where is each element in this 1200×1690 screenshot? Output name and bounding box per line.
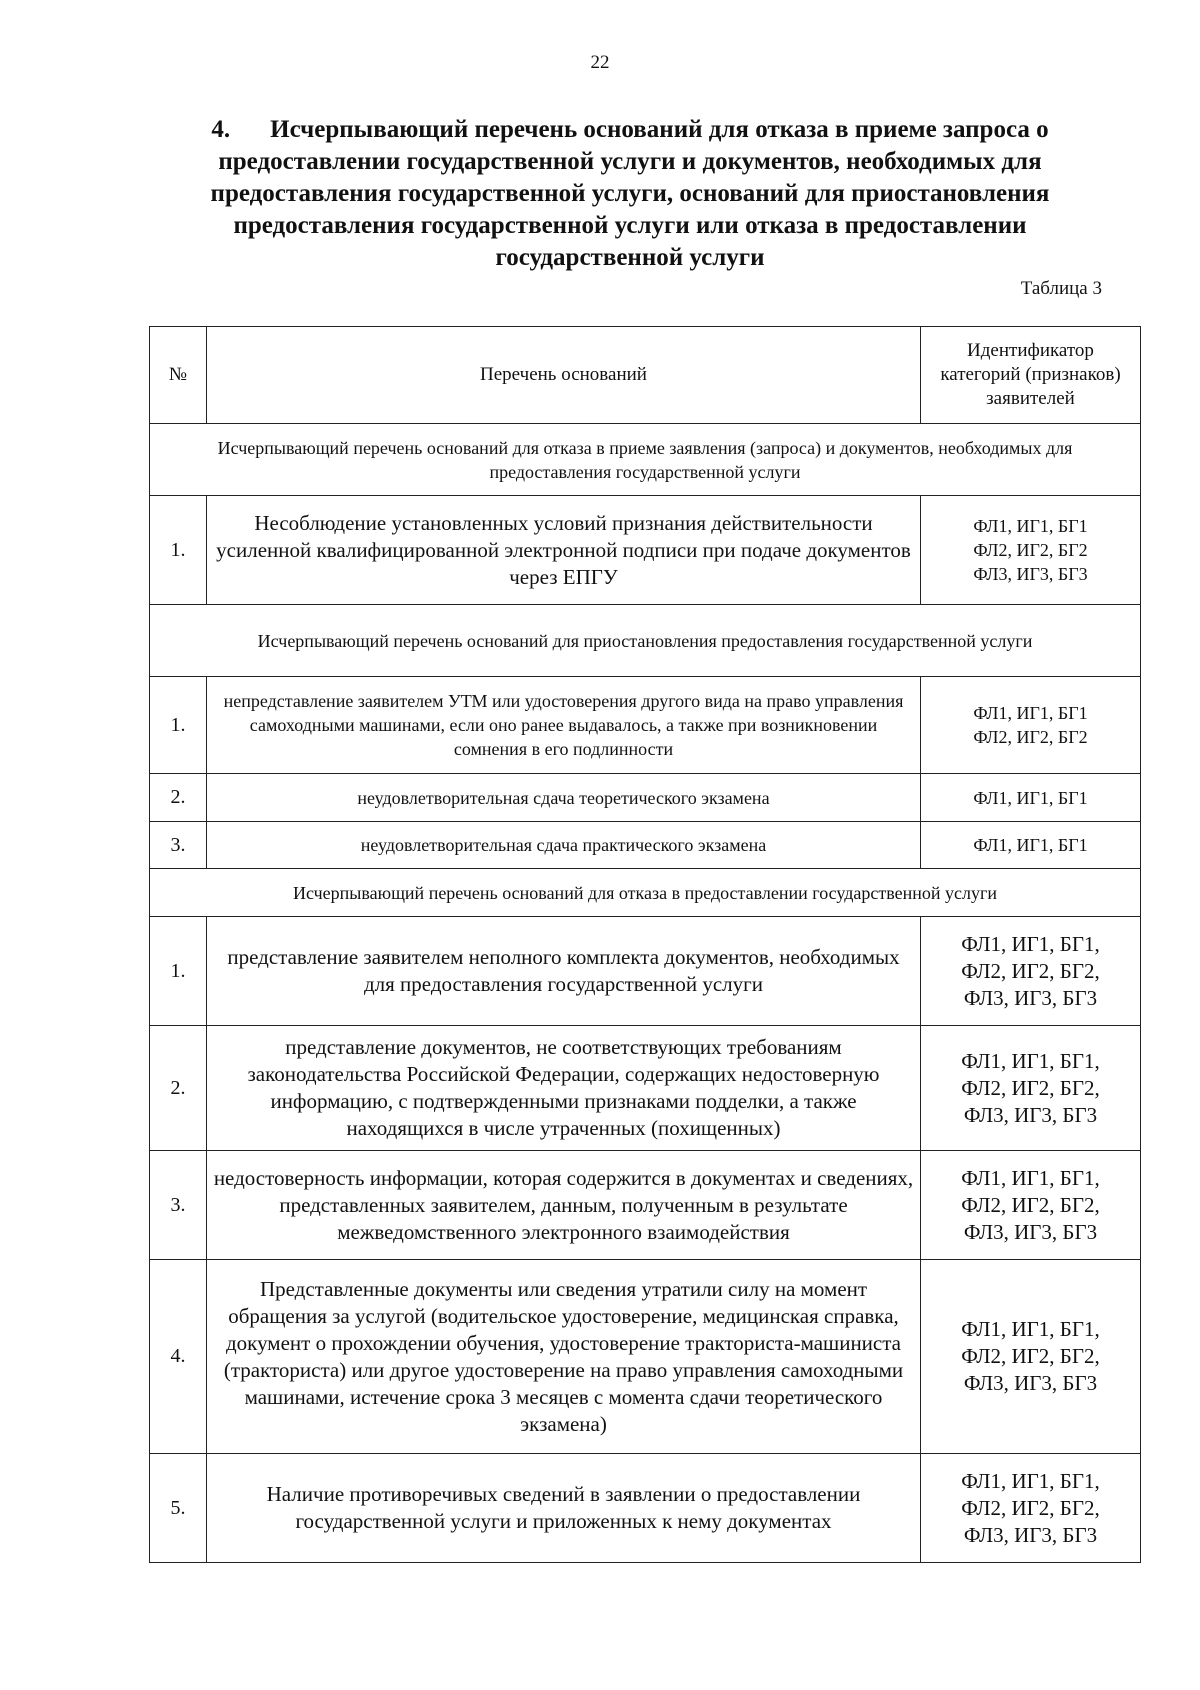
identifier-line: ФЛ2, ИГ2, БГ2, — [961, 1495, 1100, 1520]
header-grounds-list: Перечень оснований — [207, 327, 921, 424]
table-row — [150, 917, 1141, 1026]
header-number: № — [150, 327, 207, 424]
section-row-suspension — [150, 605, 1141, 677]
row-identifiers — [921, 1260, 1141, 1454]
row-number: 1. — [150, 496, 207, 605]
identifier-line: ФЛ1, ИГ1, БГ1 — [973, 703, 1088, 723]
row-ground-text: представление заявителем неполного комплекта документов, необходимых для предоставления государственной услуги — [207, 917, 921, 1026]
row-identifiers — [921, 822, 1141, 869]
row-number: 3. — [150, 822, 207, 869]
row-identifiers — [921, 1454, 1141, 1563]
identifier-line: ФЛ1, ИГ1, БГ1, — [961, 1468, 1100, 1493]
identifier-line: ФЛ2, ИГ2, БГ2 — [973, 540, 1088, 560]
table-row — [150, 1260, 1141, 1454]
row-number: 1. — [150, 917, 207, 1026]
row-ground-text: неудовлетворительная сдача практического экзамена — [207, 822, 921, 869]
identifier-line: ФЛ1, ИГ1, БГ1 — [973, 787, 1088, 808]
table-row — [150, 774, 1141, 822]
section-title: Исчерпывающий перечень оснований для приостановления предоставления государственной услуги — [150, 605, 1141, 677]
table-row — [150, 822, 1141, 869]
section-row-refusal-acceptance — [150, 424, 1141, 496]
identifier-line: ФЛ2, ИГ2, БГ2, — [961, 958, 1100, 983]
identifier-line: ФЛ2, ИГ2, БГ2, — [961, 1075, 1100, 1100]
table-caption: Таблица 3 — [1020, 278, 1102, 299]
identifier-line: ФЛ1, ИГ1, БГ1 — [973, 835, 1088, 855]
identifier-line: ФЛ2, ИГ2, БГ2 — [973, 727, 1088, 747]
row-identifiers — [921, 917, 1141, 1026]
identifier-line: ФЛ2, ИГ2, БГ2, — [961, 1344, 1100, 1368]
row-number: 5. — [150, 1454, 207, 1563]
grounds-table — [149, 326, 1141, 1563]
section-row-refusal-provision — [150, 869, 1141, 917]
row-ground-text: непредставление заявителем УТМ или удостоверения другого вида на право управления самоходными машинами, если оно ранее выдавалось, а также при возникновении сомнения в его подлинности — [207, 677, 921, 774]
identifier-line: ФЛ3, ИГ3, БГ3 — [963, 1219, 1098, 1244]
row-identifiers — [921, 677, 1141, 774]
table-header-row — [150, 327, 1141, 424]
row-number: 1. — [150, 677, 207, 774]
section-title: Исчерпывающий перечень оснований для отказа в предоставлении государственной услуги — [150, 869, 1141, 917]
row-number: 2. — [150, 1026, 207, 1151]
table-row — [150, 1026, 1141, 1151]
section-heading-number: 4. — [211, 116, 231, 143]
table-row — [150, 1151, 1141, 1260]
table-row — [150, 677, 1141, 774]
header-applicant-identifier: Идентификатор категорий (признаков) заявителей — [921, 327, 1141, 424]
row-ground-text: неудовлетворительная сдача теоретического экзамена — [207, 774, 921, 822]
identifier-line: ФЛ3, ИГ3, БГ3 — [963, 1102, 1098, 1127]
identifier-line: ФЛ1, ИГ1, БГ1 — [973, 516, 1088, 536]
identifier-line: ФЛ3, ИГ3, БГ3 — [963, 1371, 1098, 1395]
row-ground-text: Представленные документы или сведения утратили силу на момент обращения за услугой (водительское удостоверение, медицинская справка, документ о прохождении обучения, удостоверение тракториста-машиниста (тракториста) или другое удостоверение на право управления самоходными машинами, истечение срока 3 месяцев с момента сдачи теоретического экзамена) — [207, 1260, 921, 1454]
row-ground-text: представление документов, не соответствующих требованиям законодательства Российской Федерации, содержащих недостоверную информацию, с подтвержденными признаками подделки, а также находящихся в числе утраченных (похищенных) — [207, 1026, 921, 1151]
row-ground-text: Наличие противоречивых сведений в заявлении о предоставлении государственной услуги и приложенных к нему документах — [207, 1454, 921, 1563]
identifier-line: ФЛ3, ИГ3, БГ3 — [963, 985, 1098, 1010]
identifier-line: ФЛ1, ИГ1, БГ1, — [961, 931, 1100, 956]
row-identifiers — [921, 496, 1141, 605]
row-number: 3. — [150, 1151, 207, 1260]
identifier-line: ФЛ3, ИГ3, БГ3 — [963, 1522, 1098, 1547]
page-number: 22 — [590, 52, 610, 73]
identifier-line: ФЛ3, ИГ3, БГ3 — [973, 564, 1088, 584]
section-heading — [150, 114, 1110, 274]
row-identifiers — [921, 774, 1141, 822]
table-row — [150, 1454, 1141, 1563]
section-title: Исчерпывающий перечень оснований для отказа в приеме заявления (запроса) и документов, необходимых для предоставления государственной услуги — [150, 424, 1141, 496]
row-identifiers — [921, 1026, 1141, 1151]
table-row — [150, 496, 1141, 605]
row-identifiers — [921, 1151, 1141, 1260]
row-ground-text: недостоверность информации, которая содержится в документах и сведениях, представленных заявителем, данным, полученным в результате межведомственного электронного взаимодействия — [207, 1151, 921, 1260]
identifier-line: ФЛ1, ИГ1, БГ1, — [961, 1317, 1100, 1341]
row-number: 4. — [150, 1260, 207, 1454]
identifier-line: ФЛ1, ИГ1, БГ1, — [961, 1165, 1100, 1190]
identifier-line: ФЛ2, ИГ2, БГ2, — [961, 1192, 1100, 1217]
row-ground-text: Несоблюдение установленных условий признания действительности усиленной квалифицированной электронной подписи при подаче документов через ЕПГУ — [207, 496, 921, 605]
section-heading-text: Исчерпывающий перечень оснований для отказа в приеме запроса о предоставлении государственной услуги и документов, необходимых для предоставления государственной услуги, оснований для приостановления предоставления государственной услуги или отказа в предоставлении государственной услуги — [210, 116, 1050, 271]
identifier-line: ФЛ1, ИГ1, БГ1, — [961, 1048, 1100, 1073]
row-number: 2. — [150, 774, 207, 822]
